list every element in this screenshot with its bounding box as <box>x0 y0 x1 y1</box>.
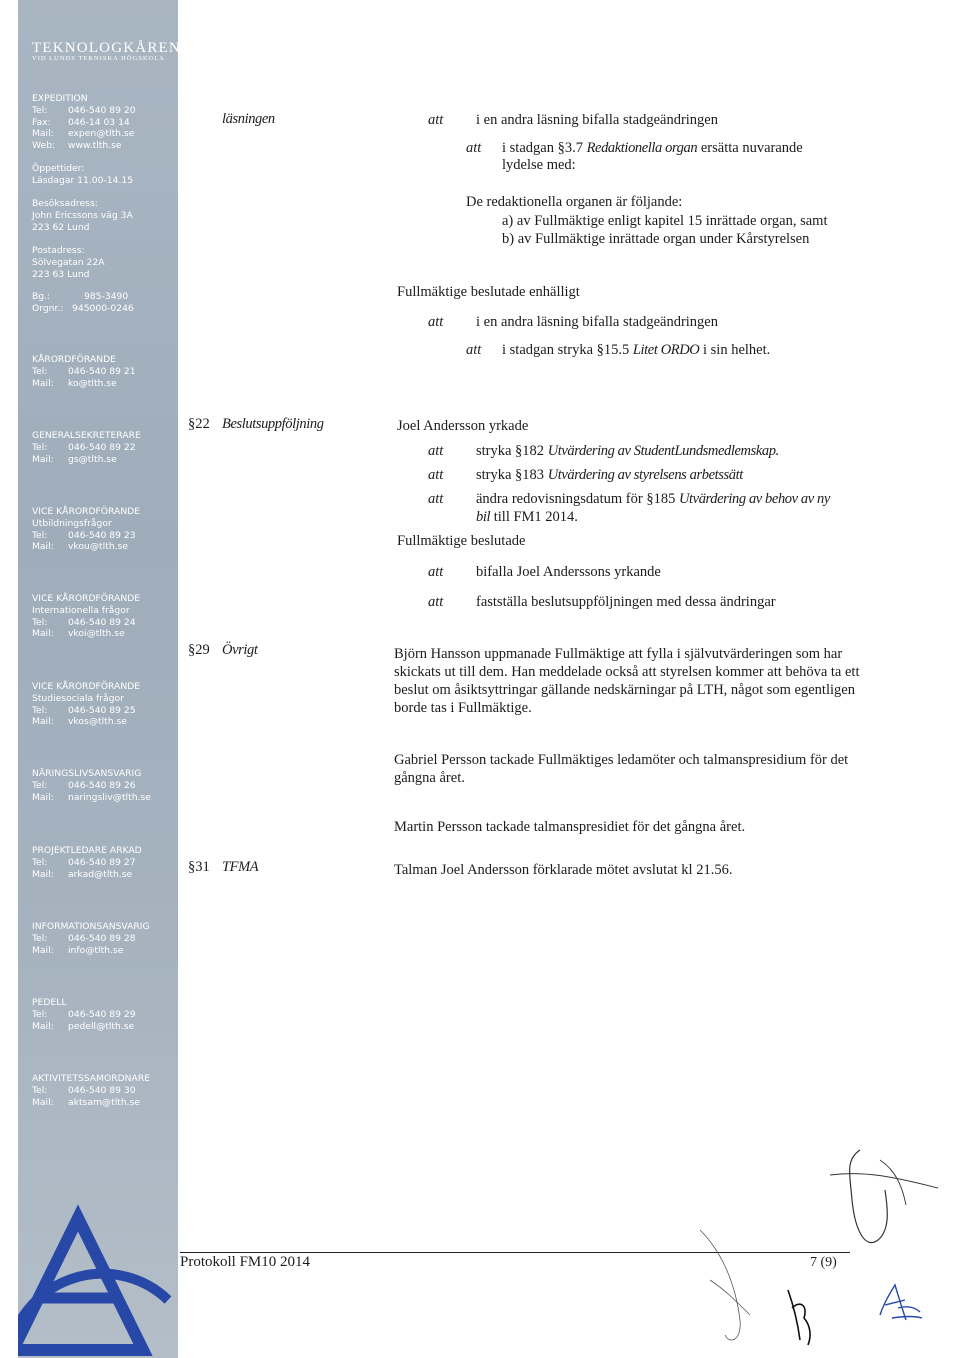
numbers-block <box>32 291 134 315</box>
section-label-lasningen: läsningen <box>222 111 275 127</box>
mail-label: Mail: <box>32 1096 54 1108</box>
number-key: Bg.: <box>32 291 51 302</box>
paragraph: Björn Hansson uppmanade Fullmäktige att fylla i självutvärderingen som har skickats ut till dem. Han meddelade också att styrelsen kommer att behöva ta ett beslut om åsiktsyttringar gällande nedskärningar på LTH, något som egentligen borde tas i Fullmäktige. <box>394 646 860 716</box>
section-title: Beslutsuppföljning <box>222 416 324 432</box>
tel-label: Tel: <box>32 1008 48 1020</box>
mail-label: Mail: <box>32 377 54 389</box>
contact-tel: 046-540 89 26 <box>68 779 136 791</box>
att-label: att <box>466 140 482 156</box>
att-label: att <box>428 467 444 483</box>
opening-hours-block <box>32 163 133 187</box>
contact-block <box>32 681 140 728</box>
org-name: TEKNOLOGKÅREN <box>32 40 181 56</box>
att-label: att <box>428 314 444 330</box>
tel-label: Tel: <box>32 529 48 541</box>
footer-document-title: Protokoll FM10 2014 <box>180 1254 311 1270</box>
decision-line: Fullmäktige beslutade <box>397 533 526 549</box>
contact-block <box>32 921 150 956</box>
mail-label: Mail: <box>32 628 54 640</box>
decision-item: i en andra läsning bifalla stadgeändringen <box>476 314 718 330</box>
post-address-block <box>32 245 105 280</box>
mail-label: Mail: <box>32 944 54 956</box>
quote-item-b: b) av Fullmäktige inrättade organ under Kårstyrelsen <box>502 231 810 247</box>
contact-tel: 046-540 89 28 <box>68 932 136 944</box>
number-val: 985-3490 <box>84 291 129 302</box>
opening-hours-line: Läsdagar 11.00-14.15 <box>32 174 134 186</box>
decision-line: Fullmäktige beslutade enhälligt <box>397 284 580 300</box>
exp-val: expen@tlth.se <box>68 128 135 140</box>
motion-line: i stadgan §3.7 Redaktionella organ ersätta nuvarande <box>502 140 803 156</box>
exp-key: Tel: <box>32 104 48 116</box>
contact-tel: 046-540 89 27 <box>68 856 136 868</box>
section-title: Övrigt <box>222 642 258 658</box>
contact-title: INFORMATIONSANSVARIG <box>32 921 150 932</box>
contact-mail: aktsam@tlth.se <box>68 1096 141 1108</box>
contact-tel: 046-540 89 30 <box>68 1084 136 1096</box>
contact-mail: vkos@tlth.se <box>68 716 127 728</box>
number-val: 945000-0246 <box>72 302 134 314</box>
contact-tel: 046-540 89 29 <box>68 1008 136 1020</box>
visit-address-title: Besöksadress: <box>32 198 98 209</box>
tel-label: Tel: <box>32 704 48 716</box>
contact-title: VICE KÅRORDFÖRANDE <box>32 506 141 517</box>
contact-title: AKTIVITETSSAMORDNARE <box>32 1073 151 1084</box>
contact-title: NÄRINGSLIVSANSVARIG <box>32 768 142 779</box>
motion-item: stryka §183 Utvärdering av styrelsens arbetssätt <box>476 467 743 483</box>
contact-block <box>32 506 140 553</box>
section-number: §31 <box>188 859 210 875</box>
exp-val: 046-540 89 20 <box>68 104 136 116</box>
contact-block <box>32 997 136 1032</box>
mail-label: Mail: <box>32 868 54 880</box>
footer-page-number: 7 (9) <box>810 1255 837 1270</box>
letterhead-sidebar <box>18 0 181 1358</box>
contact-mail: ko@tlth.se <box>68 377 117 389</box>
contact-block <box>32 354 136 389</box>
contact-sub: Utbildningsfrågor <box>32 517 112 529</box>
motion-item: ändra redovisningsdatum för §185 Utvärdering av behov av ny <box>476 491 830 507</box>
visit-address-line: 223 62 Lund <box>32 221 90 233</box>
tel-label: Tel: <box>32 616 48 628</box>
att-label: att <box>428 594 444 610</box>
contact-mail: naringsliv@tlth.se <box>68 791 151 803</box>
motion-line: lydelse med: <box>502 157 576 173</box>
contact-title: VICE KÅRORDFÖRANDE <box>32 593 141 604</box>
org-logo-icon <box>18 1200 178 1358</box>
decision-item: i stadgan stryka §15.5 Litet ORDO i sin helhet. <box>502 342 771 358</box>
mail-label: Mail: <box>32 541 54 553</box>
number-key: Orgnr.: <box>32 302 64 314</box>
paragraph: Martin Persson tackade talmanspresidiet för det gångna året. <box>394 819 746 835</box>
mail-label: Mail: <box>32 453 54 465</box>
tel-label: Tel: <box>32 1084 48 1096</box>
expedition-title: EXPEDITION <box>32 93 88 104</box>
contact-title: GENERALSEKRETERARE <box>32 430 141 441</box>
tel-label: Tel: <box>32 779 48 791</box>
section-title: TFMA <box>222 859 259 875</box>
handwritten-signatures-icon <box>680 1140 950 1355</box>
motion-intro: Joel Andersson yrkade <box>397 418 529 434</box>
contact-title: PROJEKTLEDARE ARKAD <box>32 845 142 856</box>
contact-mail: vkoi@tlth.se <box>68 628 125 640</box>
contact-block <box>32 593 140 640</box>
tel-label: Tel: <box>32 932 48 944</box>
mail-label: Mail: <box>32 791 54 803</box>
contact-block <box>32 768 151 803</box>
section-number: §29 <box>188 642 210 658</box>
opening-hours-title: Öppettider: <box>32 163 85 174</box>
quote-item-a: a) av Fullmäktige enligt kapitel 15 inrättade organ, samt <box>502 213 828 229</box>
contact-sub: Internationella frågor <box>32 604 130 616</box>
expedition-block <box>32 93 136 152</box>
contact-title: KÅRORDFÖRANDE <box>32 354 116 365</box>
att-label: att <box>428 491 444 507</box>
contact-tel: 046-540 89 25 <box>68 704 136 716</box>
mail-label: Mail: <box>32 716 54 728</box>
quote-intro: De redaktionella organen är följande: <box>466 194 683 210</box>
exp-key: Mail: <box>32 128 54 140</box>
section-number: §22 <box>188 416 210 432</box>
contact-block <box>32 1073 150 1108</box>
post-address-title: Postadress: <box>32 245 85 256</box>
contact-mail: arkad@tlth.se <box>68 868 133 880</box>
motion-line: i en andra läsning bifalla stadgeändringen <box>476 112 718 128</box>
contact-mail: pedell@tlth.se <box>68 1020 135 1032</box>
paragraph: Talman Joel Andersson förklarade mötet avslutat kl 21.56. <box>394 862 733 878</box>
post-address-line: 223 63 Lund <box>32 268 90 280</box>
contact-tel: 046-540 89 22 <box>68 441 136 453</box>
att-label: att <box>466 342 482 358</box>
contact-sub: Studiesociala frågor <box>32 692 124 704</box>
exp-val: 046-14 03 14 <box>68 116 130 128</box>
org-subtitle: VID LUNDS TEKNISKA HÖGSKOLA <box>32 55 165 62</box>
paragraph: Gabriel Persson tackade Fullmäktiges ledamöter och talmanspresidium för det gångna året. <box>394 752 849 786</box>
decision-item: fastställa beslutsuppföljningen med dessa ändringar <box>476 594 776 610</box>
contact-block <box>32 430 141 465</box>
tel-label: Tel: <box>32 441 48 453</box>
visit-address-block <box>32 198 133 233</box>
tel-label: Tel: <box>32 365 48 377</box>
motion-item: stryka §182 Utvärdering av StudentLundsmedlemskap. <box>476 443 779 459</box>
att-label: att <box>428 112 444 128</box>
decision-item: bifalla Joel Anderssons yrkande <box>476 564 661 580</box>
contact-tel: 046-540 89 23 <box>68 529 136 541</box>
exp-key: Fax: <box>32 116 51 128</box>
exp-key: Web: <box>32 140 56 152</box>
contact-title: PEDELL <box>32 997 67 1008</box>
att-label: att <box>428 443 444 459</box>
mail-label: Mail: <box>32 1020 54 1032</box>
contact-block <box>32 845 142 880</box>
contact-tel: 046-540 89 24 <box>68 616 136 628</box>
contact-mail: vkou@tlth.se <box>68 541 129 553</box>
motion-item-cont: bil till FM1 2014. <box>476 509 578 525</box>
contact-mail: info@tlth.se <box>68 944 124 956</box>
contact-tel: 046-540 89 21 <box>68 365 136 377</box>
visit-address-line: John Ericssons väg 3A <box>32 209 133 221</box>
contact-title: VICE KÅRORDFÖRANDE <box>32 681 141 692</box>
att-label: att <box>428 564 444 580</box>
tel-label: Tel: <box>32 856 48 868</box>
post-address-line: Sölvegatan 22A <box>32 256 105 268</box>
exp-val: www.tlth.se <box>68 140 122 152</box>
contact-mail: gs@tlth.se <box>68 453 117 465</box>
